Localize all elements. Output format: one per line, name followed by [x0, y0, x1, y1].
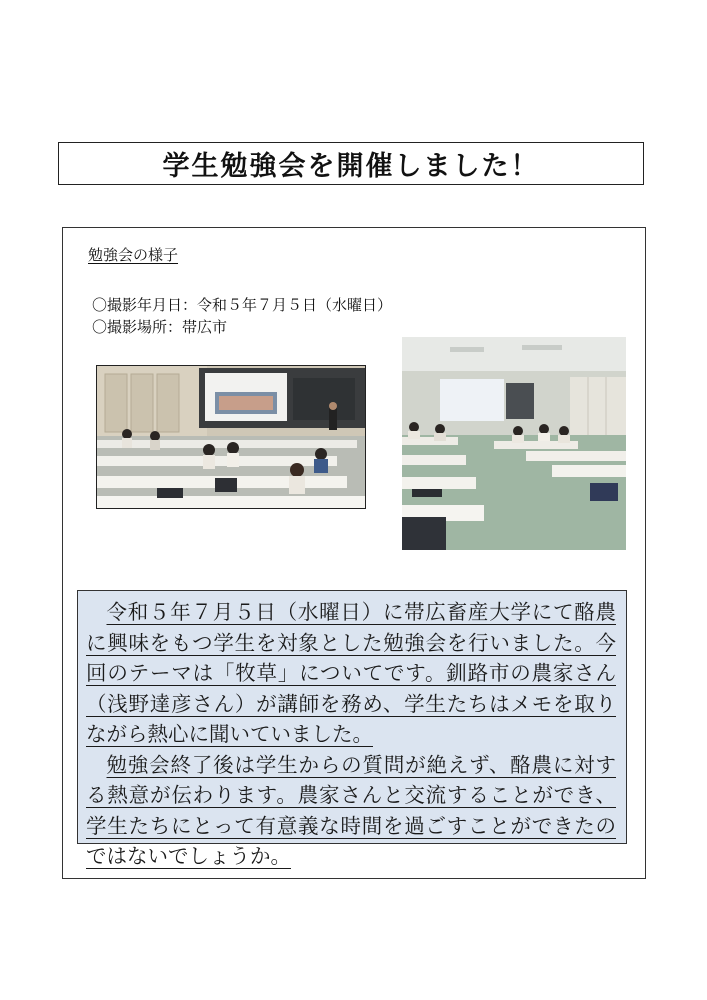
classroom-photo-students	[402, 337, 626, 550]
report-text	[86, 597, 616, 872]
photo-date: 〇撮影年月日：令和５年７月５日（水曜日）	[92, 296, 393, 314]
section-heading: 勉強会の様子	[88, 246, 179, 264]
report-paragraph-1: 令和５年７月５日（水曜日）に帯広畜産大学にて酪農に興味をもつ学生を対象とした勉強会を行いました。今回のテーマは「牧草」についてです。釧路市の農家さん（浅野達彦さん）が講師を務め、学生たちはメモを取りながら熱心に聞いていました。	[86, 600, 616, 746]
classroom-photo-lecture	[96, 365, 366, 509]
page-title: 学生勉強会を開催しました！	[58, 142, 644, 185]
report-paragraph-2: 勉強会終了後は学生からの質問が絶えず、酪農に対する熱意が伝わります。農家さんと交流することができ、学生たちにとって有意義な時間を過ごすことができたのではないでしょうか。	[86, 752, 616, 868]
photo-place: 〇撮影場所：帯広市	[92, 318, 228, 336]
report-box	[77, 590, 627, 868]
